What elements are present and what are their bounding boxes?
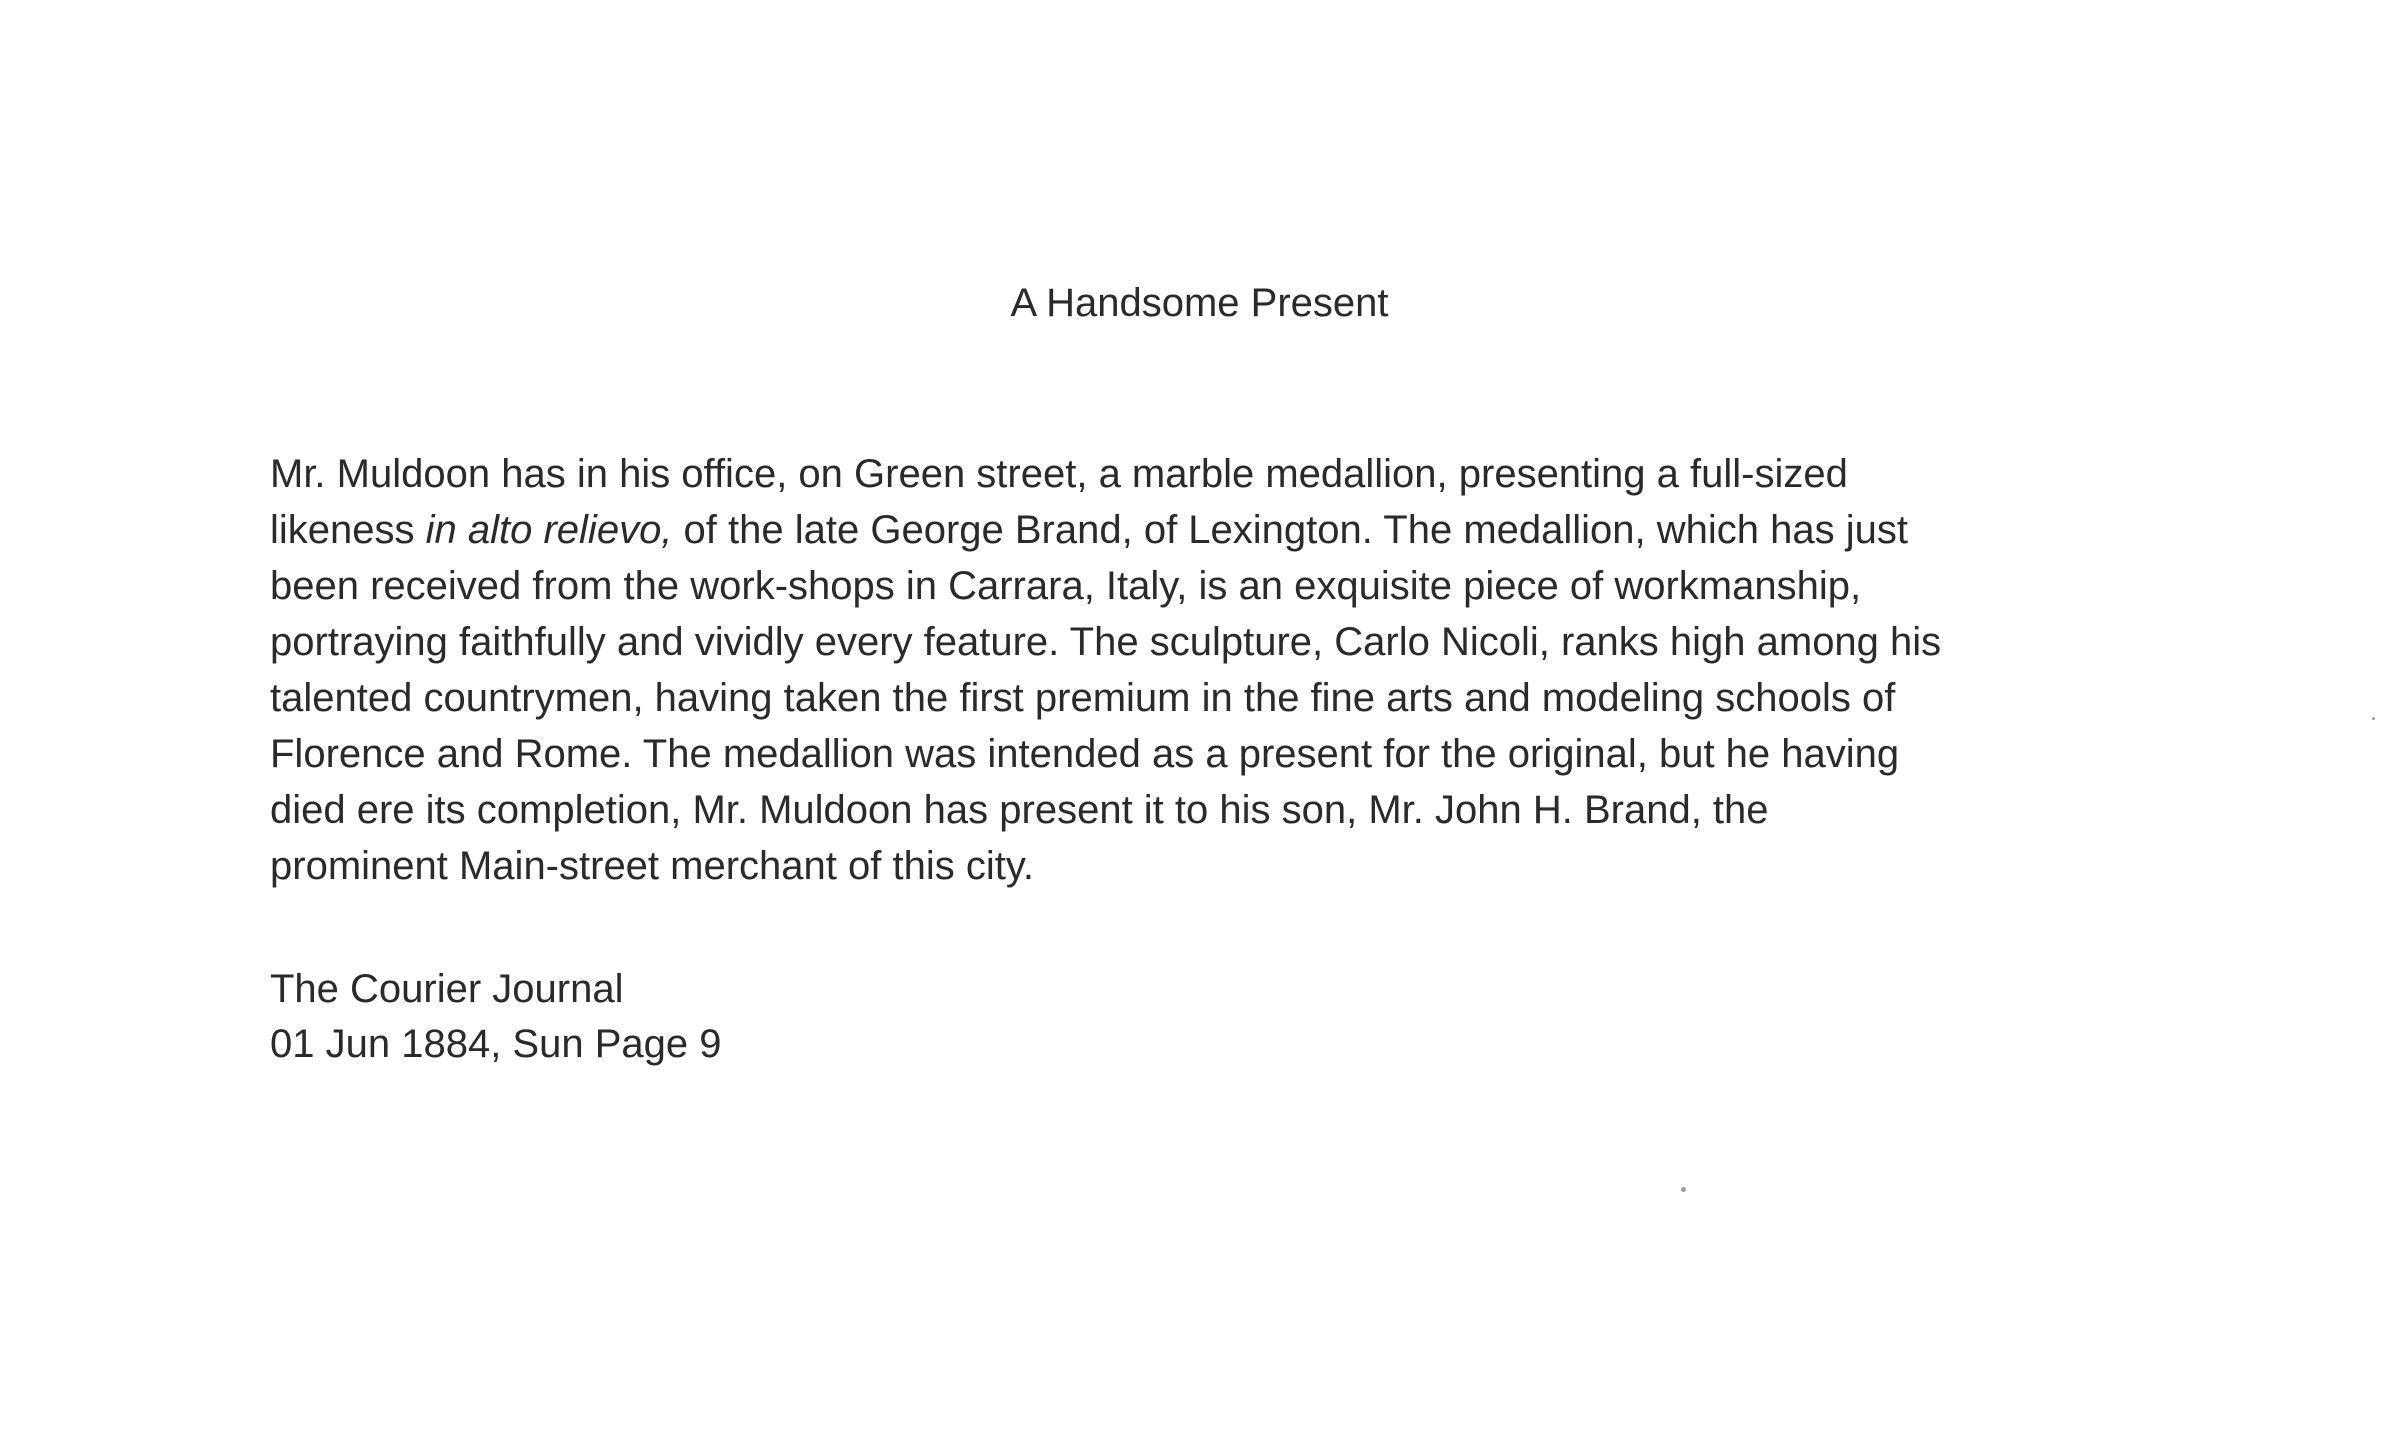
italic-phrase: in alto relievo,	[425, 508, 673, 552]
article-title: A Handsome Present	[1010, 281, 1389, 325]
article-line	[270, 614, 2270, 670]
scan-speck	[1681, 1187, 1686, 1192]
article-line	[270, 782, 2270, 838]
line-text: died ere its completion, Mr. Muldoon has present it to his son, Mr. John H. Brand, the	[270, 788, 1769, 832]
line-text: of the late George Brand, of Lexington. The medallion, which has just	[672, 508, 1908, 552]
line-text: likeness	[270, 508, 426, 552]
article-body	[270, 446, 2270, 894]
article-line	[270, 726, 2270, 782]
article-line	[270, 446, 2270, 502]
line-text: prominent Main-street merchant of this city.	[270, 844, 1034, 888]
article-line	[270, 558, 2270, 614]
line-text: portraying faithfully and vividly every feature. The sculpture, Carlo Nicoli, ranks high among his	[270, 620, 1942, 664]
line-text: been received from the work-shops in Carrara, Italy, is an exquisite piece of workmanship,	[270, 564, 1862, 608]
article-line	[270, 838, 2270, 894]
line-text: Mr. Muldoon has in his office, on Green street, a marble medallion, presenting a full-sized	[270, 452, 1848, 496]
article-line	[270, 670, 2270, 726]
scan-speck	[2372, 717, 2375, 720]
publication-date-page: 01 Jun 1884, Sun Page 9	[270, 1022, 722, 1066]
source-citation	[270, 962, 721, 1072]
line-text: Florence and Rome. The medallion was intended as a present for the original, but he having	[270, 732, 1900, 776]
publication-name: The Courier Journal	[270, 967, 624, 1011]
article-line	[270, 502, 2270, 558]
line-text: talented countrymen, having taken the first premium in the fine arts and modeling schools of	[270, 676, 1896, 720]
